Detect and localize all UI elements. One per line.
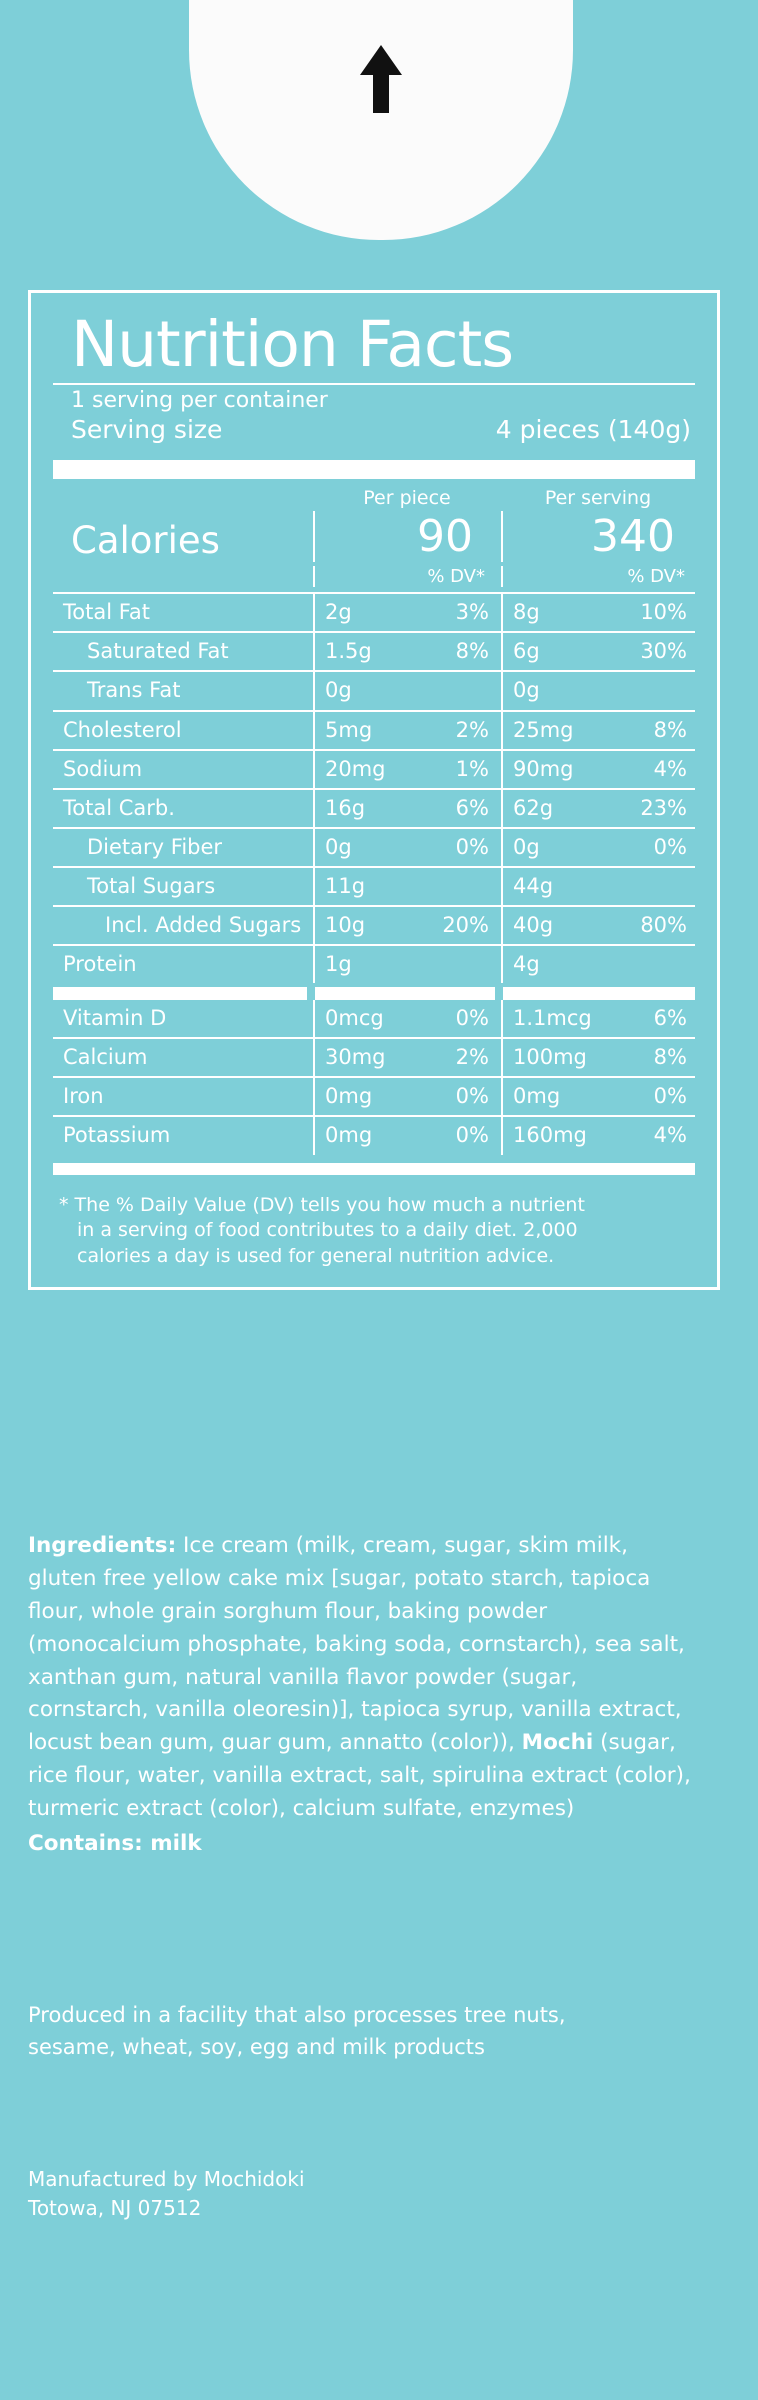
nutrient-dv-per-serving: 10% bbox=[640, 600, 687, 625]
micronutrient-row bbox=[53, 1076, 695, 1115]
nutrient-amount-per-piece: 16g bbox=[313, 790, 403, 827]
micronutrient-amount-per-piece: 30mg bbox=[313, 1039, 403, 1076]
micronutrient-amount-per-serving: 100mg bbox=[501, 1039, 606, 1076]
nutrition-facts-title: Nutrition Facts bbox=[71, 308, 514, 381]
calories-row bbox=[53, 509, 695, 566]
nutrient-dv-per-piece: 8% bbox=[455, 639, 489, 664]
nutrition-facts-panel bbox=[28, 290, 720, 1290]
nutrient-dv-per-piece: 3% bbox=[455, 600, 489, 625]
nutrient-dv-per-serving bbox=[606, 672, 695, 709]
dv-header-per-serving: % DV* bbox=[501, 566, 695, 587]
micronutrient-row bbox=[53, 1037, 695, 1076]
ingredients-body: Ice cream (milk, cream, sugar, skim milk, gluten free yellow cake mix [sugar, potato starch, tapioca flour, whole grain sorghum flour, baking powder (monocalcium phosphate, baking soda, cornstarch), sea salt, xanthan gum, natural vanilla flavor powder (sugar, cornstarch, vanilla oleoresin)], tapioca syrup, vanilla extract, locust bean gum, guar gum, annatto (color)), bbox=[28, 1533, 685, 1756]
nutrient-amount-per-piece: 0g bbox=[313, 829, 403, 866]
micronutrient-dv-per-serving: 0% bbox=[653, 1084, 687, 1109]
package-top-notch bbox=[0, 0, 758, 250]
nutrient-amount-per-piece: 11g bbox=[313, 868, 403, 905]
nutrient-dv-per-serving bbox=[606, 868, 695, 905]
micronutrient-row bbox=[53, 1000, 695, 1037]
micronutrient-dv-per-serving: 4% bbox=[653, 1123, 687, 1148]
nutrient-name: Total Fat bbox=[63, 600, 150, 625]
nutrient-row bbox=[53, 592, 695, 631]
nutrient-amount-per-serving: 62g bbox=[501, 790, 606, 827]
nutrient-name: Protein bbox=[63, 952, 137, 977]
nutrient-name: Trans Fat bbox=[87, 678, 181, 703]
micronutrient-dv-per-piece: 0% bbox=[455, 1084, 489, 1109]
micronutrient-dv-per-serving: 6% bbox=[653, 1006, 687, 1031]
ingredients-heading: Ingredients: bbox=[28, 1533, 177, 1558]
mochi-body: (sugar, rice flour, water, vanilla extract, salt, spirulina extract (color), turmeric extract (color), calcium sulfate, enzymes) bbox=[28, 1730, 691, 1822]
facility-allergen-statement bbox=[28, 2000, 698, 2063]
nutrient-name: Total Sugars bbox=[87, 873, 216, 898]
nutrient-amount-per-piece: 1g bbox=[313, 946, 403, 983]
nutrient-amount-per-piece: 0g bbox=[313, 672, 403, 709]
contains-statement: Contains: milk bbox=[28, 1831, 202, 1857]
micronutrient-amount-per-piece: 0mg bbox=[313, 1117, 403, 1154]
nutrient-dv-per-serving: 80% bbox=[640, 913, 687, 937]
nutrient-dv-per-piece: 20% bbox=[442, 913, 489, 937]
nutrient-name: Total Carb. bbox=[63, 795, 175, 820]
nutrient-micronutrient-separator bbox=[53, 987, 695, 1000]
manufacturer-address: Totowa, NJ 07512 bbox=[28, 2196, 202, 2220]
nutrient-amount-per-serving: 25mg bbox=[501, 712, 606, 749]
nutrient-amount-per-serving: 8g bbox=[501, 594, 606, 631]
column-headers-row bbox=[53, 479, 695, 509]
nutrient-row bbox=[53, 631, 695, 670]
nutrient-amount-per-serving: 0g bbox=[501, 829, 606, 866]
nutrient-dv-per-piece: 0% bbox=[455, 834, 489, 859]
nutrient-dv-per-piece: 1% bbox=[455, 756, 489, 781]
nutrient-row bbox=[53, 749, 695, 788]
daily-value-footnote bbox=[53, 1183, 695, 1270]
nutrient-dv-per-piece bbox=[403, 946, 501, 983]
calories-per-piece: 90 bbox=[313, 511, 501, 562]
ingredients-block bbox=[28, 1530, 698, 1861]
serving-size-row bbox=[53, 413, 695, 450]
nutrient-amount-per-piece: 10g bbox=[313, 907, 403, 944]
nutrient-amount-per-piece: 1.5g bbox=[313, 633, 403, 670]
dv-header-spacer bbox=[53, 566, 313, 587]
nutrient-amount-per-piece: 5mg bbox=[313, 712, 403, 749]
micronutrient-name: Iron bbox=[63, 1084, 104, 1109]
facility-line-1: Produced in a facility that also processes tree nuts, bbox=[28, 2003, 566, 2027]
manufacturer-block bbox=[28, 2165, 698, 2223]
package-notch-shape bbox=[189, 0, 573, 240]
nutrient-amount-per-serving: 40g bbox=[501, 907, 606, 944]
micronutrient-dv-per-piece: 0% bbox=[455, 1006, 489, 1031]
nutrient-row bbox=[53, 788, 695, 827]
nutrient-amount-per-serving: 6g bbox=[501, 633, 606, 670]
nutrient-row bbox=[53, 827, 695, 866]
footnote-line-1: * The % Daily Value (DV) tells you how much a nutrient bbox=[59, 1193, 585, 1216]
nutrient-amount-per-piece: 2g bbox=[313, 594, 403, 631]
nutrient-amount-per-serving: 44g bbox=[501, 868, 606, 905]
nutrient-dv-per-piece bbox=[403, 868, 501, 905]
nutrient-name: Dietary Fiber bbox=[87, 834, 223, 859]
nutrient-dv-per-serving: 0% bbox=[653, 834, 687, 859]
footnote-line-3: calories a day is used for general nutrition advice. bbox=[77, 1244, 555, 1267]
nutrient-row bbox=[53, 944, 695, 983]
calories-per-serving: 340 bbox=[501, 511, 695, 562]
nutrient-amount-per-serving: 0g bbox=[501, 672, 606, 709]
nutrient-dv-per-piece: 6% bbox=[455, 795, 489, 820]
nutrient-dv-per-serving: 4% bbox=[653, 756, 687, 781]
nutrient-row bbox=[53, 866, 695, 905]
nutrient-row bbox=[53, 905, 695, 944]
serving-size-value: 4 pieces (140g) bbox=[495, 415, 691, 445]
nutrient-row bbox=[53, 710, 695, 749]
nutrient-dv-per-serving: 8% bbox=[653, 717, 687, 742]
micronutrient-dv-per-serving: 8% bbox=[653, 1045, 687, 1070]
servings-per-container: 1 serving per container bbox=[71, 388, 328, 414]
nutrient-name: Incl. Added Sugars bbox=[105, 913, 302, 937]
micronutrient-table bbox=[53, 1000, 695, 1154]
nutrient-name: Saturated Fat bbox=[87, 639, 229, 664]
column-header-spacer bbox=[53, 487, 313, 509]
daily-value-header-row bbox=[53, 566, 695, 592]
nutrient-amount-per-piece: 20mg bbox=[313, 751, 403, 788]
divider-thick bbox=[53, 460, 695, 479]
nutrient-row bbox=[53, 670, 695, 709]
micronutrient-amount-per-serving: 0mg bbox=[501, 1078, 606, 1115]
nutrient-dv-per-serving bbox=[606, 946, 695, 983]
nutrient-amount-per-serving: 4g bbox=[501, 946, 606, 983]
nutrient-dv-per-piece bbox=[403, 672, 501, 709]
nutrient-table bbox=[53, 592, 695, 983]
dv-header-per-piece: % DV* bbox=[313, 566, 501, 587]
micronutrient-name: Calcium bbox=[63, 1045, 148, 1070]
footnote-line-2: in a serving of food contributes to a daily diet. 2,000 bbox=[77, 1219, 578, 1242]
facility-line-2: sesame, wheat, soy, egg and milk products bbox=[28, 2034, 485, 2059]
divider-thick-bottom bbox=[53, 1163, 695, 1175]
micronutrient-row bbox=[53, 1115, 695, 1154]
micronutrient-dv-per-piece: 0% bbox=[455, 1123, 489, 1148]
serving-size-label: Serving size bbox=[71, 415, 223, 445]
nutrient-name: Cholesterol bbox=[63, 717, 182, 742]
nutrient-dv-per-serving: 30% bbox=[640, 639, 687, 664]
nutrient-dv-per-serving: 23% bbox=[640, 795, 687, 820]
mochi-heading: Mochi bbox=[521, 1730, 594, 1756]
nutrient-amount-per-serving: 90mg bbox=[501, 751, 606, 788]
micronutrient-name: Potassium bbox=[63, 1123, 171, 1148]
micronutrient-amount-per-serving: 1.1mcg bbox=[501, 1000, 606, 1037]
nutrient-dv-per-piece: 2% bbox=[455, 717, 489, 742]
column-header-per-serving: Per serving bbox=[544, 487, 652, 510]
micronutrient-amount-per-piece: 0mg bbox=[313, 1078, 403, 1115]
nutrient-name: Sodium bbox=[63, 756, 143, 781]
micronutrient-name: Vitamin D bbox=[63, 1006, 167, 1031]
manufacturer-name: Manufactured by Mochidoki bbox=[28, 2167, 305, 2191]
calories-label: Calories bbox=[71, 519, 220, 563]
micronutrient-amount-per-piece: 0mcg bbox=[313, 1000, 403, 1037]
micronutrient-dv-per-piece: 2% bbox=[455, 1045, 489, 1070]
column-header-per-piece: Per piece bbox=[363, 487, 451, 510]
micronutrient-amount-per-serving: 160mg bbox=[501, 1117, 606, 1154]
